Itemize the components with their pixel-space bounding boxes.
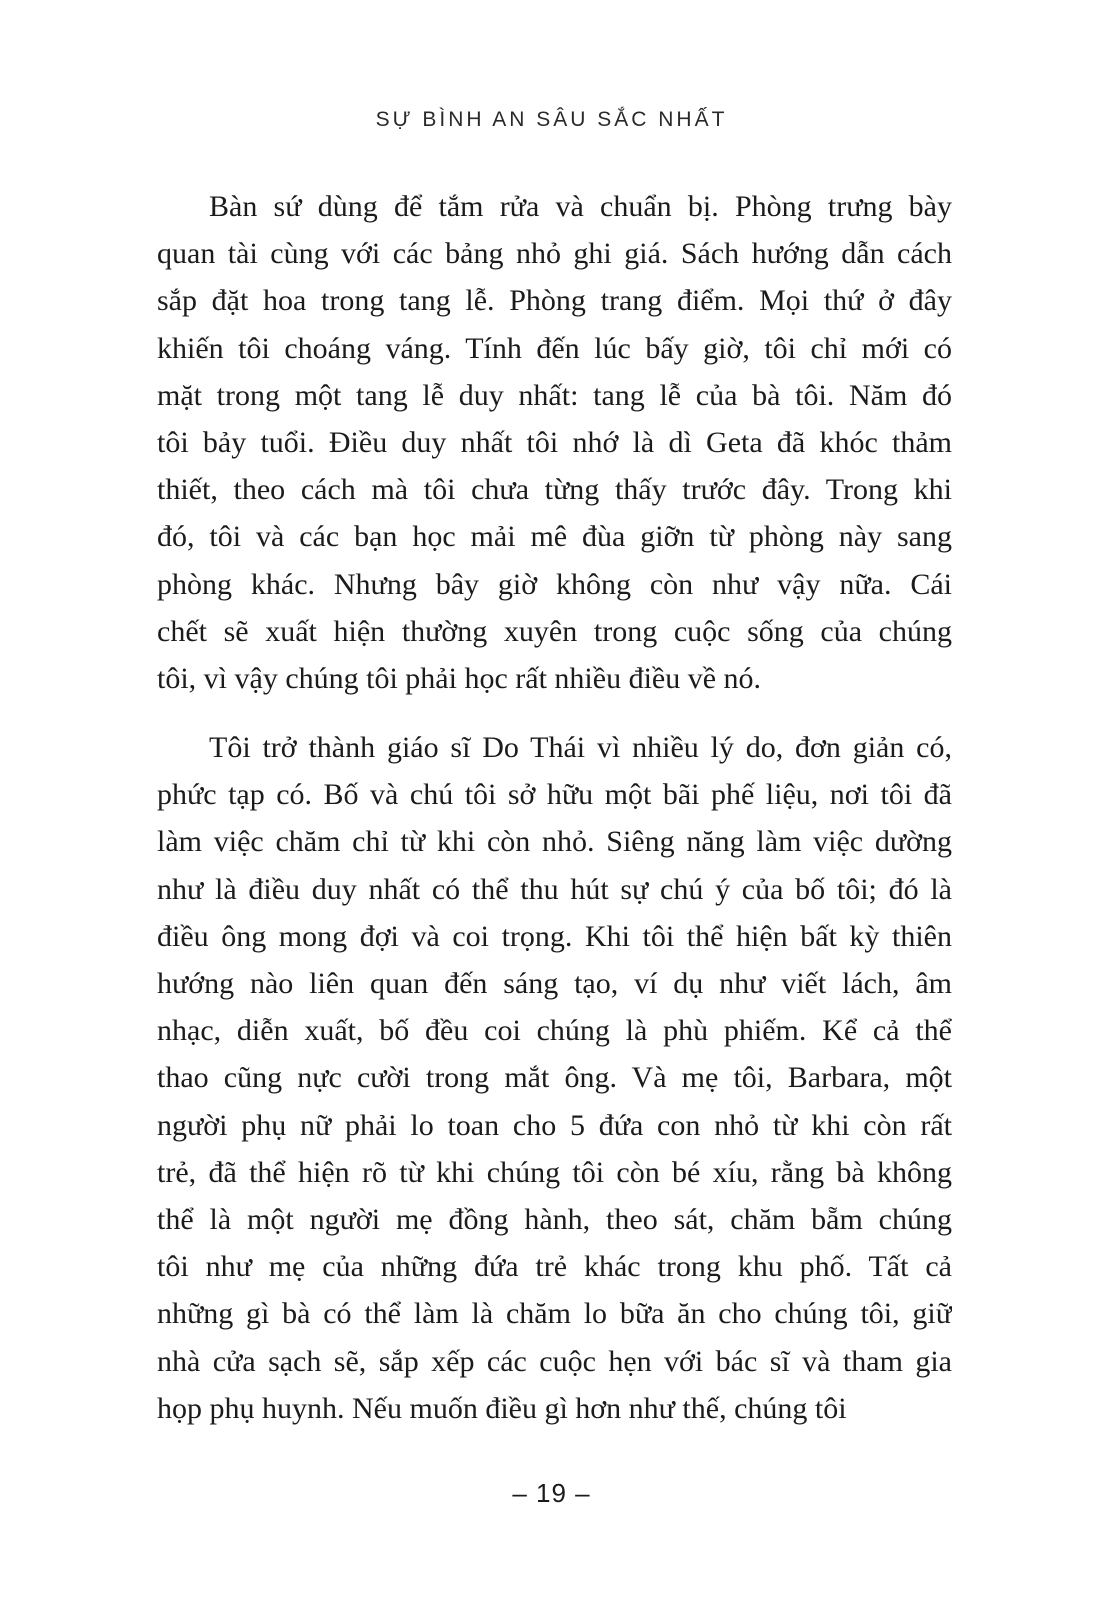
- text-line: sắp đặt hoa trong tang lễ. Phòng trang điểm. Mọi thứ ở đây: [157, 284, 952, 318]
- running-header: SỰ BÌNH AN SÂU SẮC NHẤT: [375, 108, 728, 131]
- page-number: – 19 –: [512, 1478, 591, 1508]
- text-line: đó, tôi và các bạn học mải mê đùa giỡn từ phòng này sang: [157, 520, 952, 554]
- text-line: nhà cửa sạch sẽ, sắp xếp các cuộc hẹn với bác sĩ và tham gia: [157, 1344, 952, 1378]
- text-line: tôi, vì vậy chúng tôi phải học rất nhiều điều về nó.: [157, 661, 762, 695]
- text-line: Tôi trở thành giáo sĩ Do Thái vì nhiều lý do, đơn giản có,: [209, 731, 952, 765]
- text-line: thao cũng nực cười trong mắt ông. Và mẹ tôi, Barbara, một: [157, 1061, 952, 1095]
- text-line: tôi bảy tuổi. Điều duy nhất tôi nhớ là dì Geta đã khóc thảm: [157, 425, 952, 459]
- text-line: làm việc chăm chỉ từ khi còn nhỏ. Siêng năng làm việc dường: [157, 825, 952, 859]
- text-line: điều ông mong đợi và coi trọng. Khi tôi thể hiện bất kỳ thiên: [157, 919, 952, 953]
- text-line: thiết, theo cách mà tôi chưa từng thấy trước đây. Trong khi: [157, 473, 952, 507]
- text-line: quan tài cùng với các bảng nhỏ ghi giá. Sách hướng dẫn cách: [157, 237, 952, 271]
- text-line: Bàn sứ dùng để tắm rửa và chuẩn bị. Phòng trưng bày: [209, 190, 952, 223]
- text-line: mặt trong một tang lễ duy nhất: tang lễ của bà tôi. Năm đó: [157, 378, 952, 412]
- text-line: như là điều duy nhất có thể thu hút sự chú ý của bố tôi; đó là: [157, 872, 952, 906]
- text-line: hướng nào liên quan đến sáng tạo, ví dụ như viết lách, âm: [157, 967, 952, 1000]
- text-line: phức tạp có. Bố và chú tôi sở hữu một bãi phế liệu, nơi tôi đã: [157, 778, 952, 812]
- text-line: trẻ, đã thể hiện rõ từ khi chúng tôi còn bé xíu, rằng bà không: [157, 1155, 952, 1189]
- paragraph-1: [157, 183, 952, 702]
- text-line: chết sẽ xuất hiện thường xuyên trong cuộc sống của chúng: [157, 614, 952, 648]
- paragraph-2: [157, 724, 952, 1432]
- text-line: người phụ nữ phải lo toan cho 5 đứa con nhỏ từ khi còn rất: [157, 1108, 952, 1142]
- body-text: [157, 183, 952, 1432]
- text-line: tôi như mẹ của những đứa trẻ khác trong khu phố. Tất cả: [157, 1250, 952, 1284]
- text-line: phòng khác. Nhưng bây giờ không còn như vậy nữa. Cái: [157, 567, 952, 601]
- text-line: những gì bà có thể làm là chăm lo bữa ăn cho chúng tôi, giữ: [157, 1297, 952, 1331]
- text-line: họp phụ huynh. Nếu muốn điều gì hơn như thế, chúng tôi: [157, 1391, 847, 1425]
- text-line: nhạc, diễn xuất, bố đều coi chúng là phù phiếm. Kể cả thể: [157, 1014, 952, 1048]
- text-line: thể là một người mẹ đồng hành, theo sát, chăm bẵm chúng: [157, 1202, 952, 1236]
- text-line: khiến tôi choáng váng. Tính đến lúc bấy giờ, tôi chỉ mới có: [157, 331, 952, 365]
